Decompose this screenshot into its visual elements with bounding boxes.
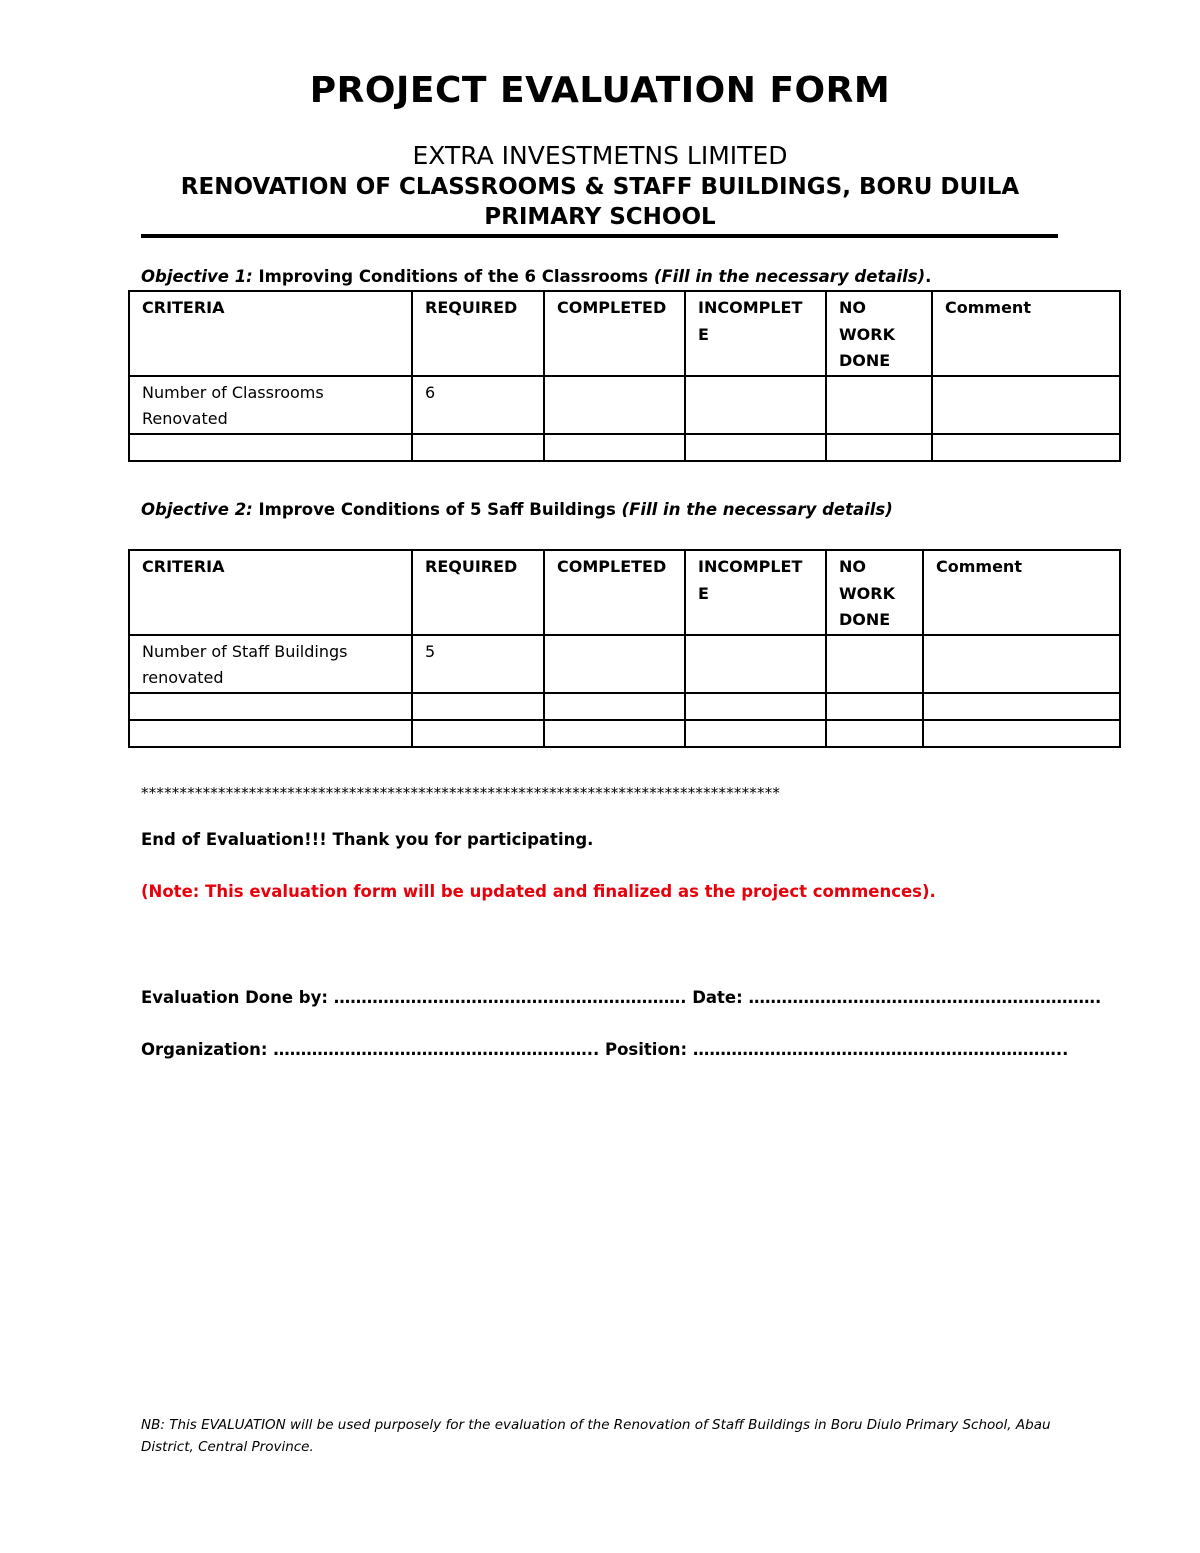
table-header-row: [129, 291, 1120, 376]
table-row: [129, 720, 1120, 747]
comment-cell[interactable]: [932, 434, 1120, 461]
evaluation-table-2: [128, 549, 1121, 748]
table-row: [129, 434, 1120, 461]
no-work-done-cell[interactable]: [826, 720, 923, 747]
criteria-cell[interactable]: [129, 693, 412, 720]
completed-cell[interactable]: [544, 376, 685, 434]
no-work-done-cell[interactable]: [826, 434, 932, 461]
objective-2-text: Improve Conditions of 5 Saff Buildings: [252, 500, 622, 519]
criteria-cell: Number of Classrooms Renovated: [129, 376, 412, 434]
closing-note: (Note: This evaluation form will be updated and finalized as the project commences).: [141, 882, 936, 901]
table-header-row: [129, 550, 1120, 635]
header-incomplete: INCOMPLETE: [685, 291, 826, 376]
objective-2: [141, 500, 893, 519]
page-title: PROJECT EVALUATION FORM: [309, 70, 891, 111]
header-required: REQUIRED: [412, 291, 544, 376]
separator-stars: ***********************************************************************************: [141, 784, 781, 802]
objective-1-end: .: [925, 267, 932, 286]
completed-cell[interactable]: [544, 635, 685, 693]
required-cell[interactable]: [412, 434, 544, 461]
evaluation-table-1: [128, 290, 1121, 462]
header-completed: COMPLETED: [544, 550, 685, 635]
no-work-done-cell[interactable]: [826, 635, 923, 693]
header-comment: Comment: [932, 291, 1120, 376]
project-name-line1: RENOVATION OF CLASSROOMS & STAFF BUILDINGS, BORU DUILA: [180, 174, 1020, 200]
comment-cell[interactable]: [923, 693, 1120, 720]
incomplete-cell[interactable]: [685, 434, 826, 461]
comment-cell[interactable]: [923, 720, 1120, 747]
required-cell[interactable]: [412, 720, 544, 747]
incomplete-cell[interactable]: [685, 693, 826, 720]
header-no-work-done: NO WORK DONE: [826, 550, 923, 635]
company-name: EXTRA INVESTMETNS LIMITED: [412, 141, 788, 170]
header-comment: Comment: [923, 550, 1120, 635]
header-criteria: CRITERIA: [129, 291, 412, 376]
objective-2-instruction: (Fill in the necessary details): [621, 500, 893, 519]
comment-cell[interactable]: [923, 635, 1120, 693]
completed-cell[interactable]: [544, 720, 685, 747]
header-no-work-done: NO WORK DONE: [826, 291, 932, 376]
table-row: [129, 376, 1120, 434]
project-name-line2: PRIMARY SCHOOL: [484, 204, 716, 230]
objective-1: [141, 267, 931, 286]
required-cell: 6: [412, 376, 544, 434]
header-criteria: CRITERIA: [129, 550, 412, 635]
required-cell[interactable]: [412, 693, 544, 720]
header-rule: [141, 234, 1058, 238]
table-row: [129, 693, 1120, 720]
footnote: NB: This EVALUATION will be used purposely for the evaluation of the Renovation of Staff Buildings in Boru Diulo Primary School, Abau District, Central Province.: [141, 1417, 1051, 1455]
table-row: [129, 635, 1120, 693]
objective-1-instruction: (Fill in the necessary details): [653, 267, 926, 286]
criteria-cell[interactable]: [129, 720, 412, 747]
objective-1-text: Improving Conditions of the 6 Classrooms: [252, 267, 654, 286]
criteria-cell: Number of Staff Buildings renovated: [129, 635, 412, 693]
signature-evaluator-line[interactable]: Evaluation Done by: ………………………………………………………. Date: ……………………………………………………….: [141, 988, 1102, 1007]
incomplete-cell[interactable]: [685, 720, 826, 747]
objective-2-label: Objective 2:: [141, 500, 253, 519]
objective-1-label: Objective 1:: [141, 267, 253, 286]
incomplete-cell[interactable]: [685, 376, 826, 434]
criteria-cell[interactable]: [129, 434, 412, 461]
comment-cell[interactable]: [932, 376, 1120, 434]
required-cell: 5: [412, 635, 544, 693]
incomplete-cell[interactable]: [685, 635, 826, 693]
header-incomplete: INCOMPLETE: [685, 550, 826, 635]
no-work-done-cell[interactable]: [826, 376, 932, 434]
header-required: REQUIRED: [412, 550, 544, 635]
closing-thanks: End of Evaluation!!! Thank you for participating.: [141, 830, 594, 849]
signature-organization-line[interactable]: Organization: ………………………………………………….. Position: …………………………………………………………..: [141, 1040, 1069, 1059]
header-completed: COMPLETED: [544, 291, 685, 376]
project-name: [120, 172, 1080, 232]
completed-cell[interactable]: [544, 434, 685, 461]
completed-cell[interactable]: [544, 693, 685, 720]
no-work-done-cell[interactable]: [826, 693, 923, 720]
